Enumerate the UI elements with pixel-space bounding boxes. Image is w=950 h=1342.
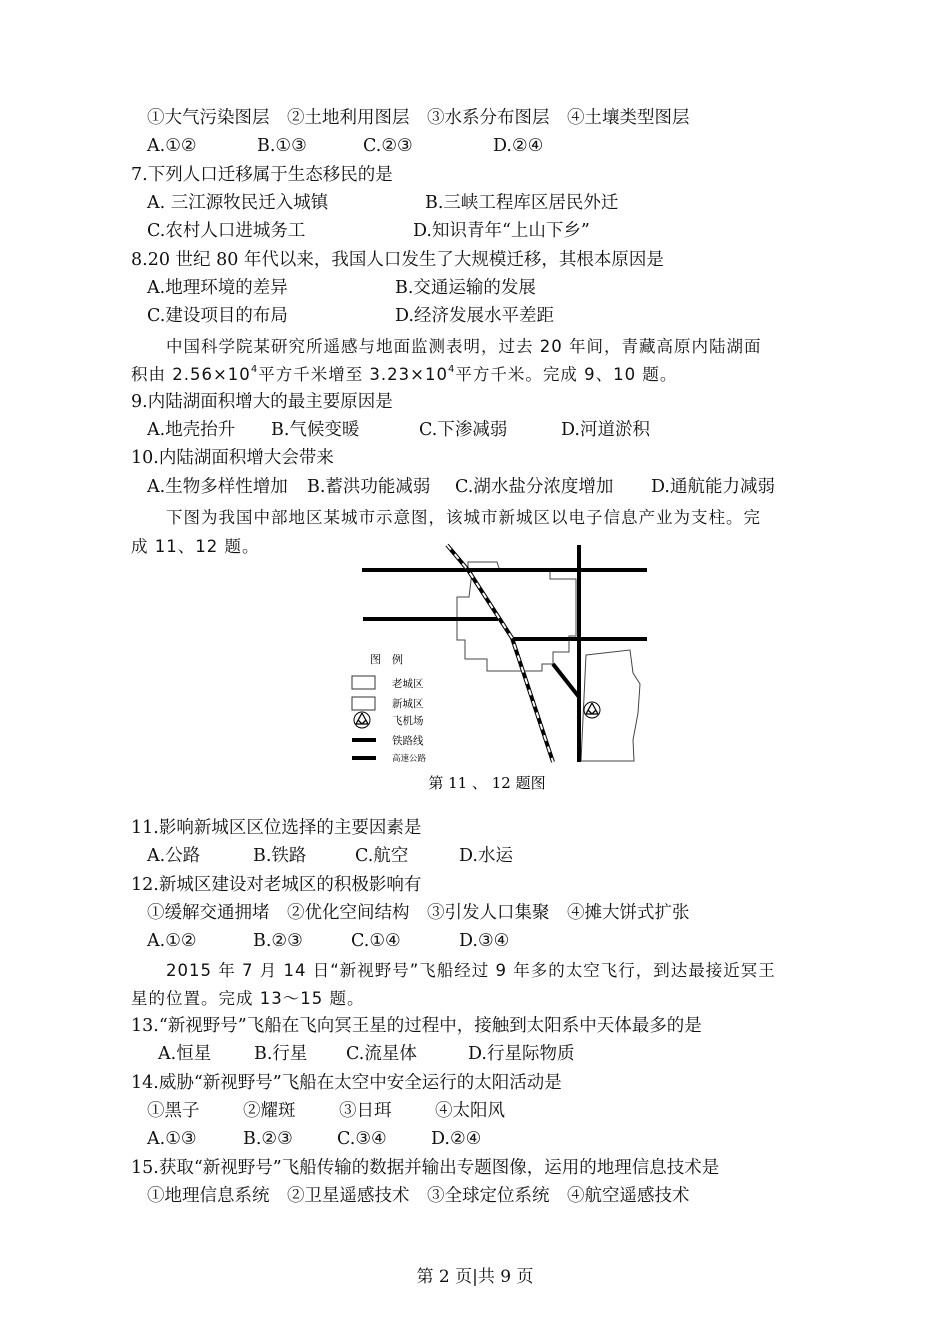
option-d: D.河道淤积	[561, 420, 650, 440]
page-footer: 第 2 页|共 9 页	[416, 1267, 534, 1287]
option-c: C.流星体	[346, 1044, 417, 1064]
option-b: B.蓄洪功能减弱	[307, 477, 431, 497]
new-city-swatch	[352, 697, 375, 710]
item-1: ①黑子	[147, 1101, 200, 1121]
option-a: A.①③	[147, 1129, 197, 1149]
q13-options	[158, 1043, 574, 1065]
option-d: D.通航能力减弱	[651, 477, 775, 497]
option-d: D.知识青年“上山下乡”	[413, 221, 590, 241]
option-b: B.②③	[243, 1129, 293, 1149]
q14-options	[147, 1128, 481, 1150]
option-c: C.湖水盐分浓度增加	[455, 477, 614, 497]
option-c: C.航空	[355, 846, 409, 866]
q12-stem: 12.新城区建设对老城区的积极影响有	[131, 875, 422, 895]
q10-options	[147, 476, 775, 498]
old-city-area	[457, 562, 576, 671]
exponent: 4	[448, 364, 456, 375]
railway	[447, 545, 553, 762]
option-d: D.水运	[459, 846, 513, 866]
q7-options-row2	[147, 220, 590, 242]
option-a: A.①②	[147, 931, 197, 951]
option-a: A.地壳抬升	[147, 420, 236, 440]
q6-items: ①大气污染图层 ②土地利用图层 ③水系分布图层 ④土壤类型图层	[147, 108, 690, 128]
q12-options	[147, 930, 509, 952]
q12-items: ①缓解交通拥堵 ②优化空间结构 ③引发人口集聚 ④摊大饼式扩张	[147, 903, 690, 923]
option-b: B.气候变暖	[271, 420, 360, 440]
option-c: C.农村人口进城务工	[147, 221, 306, 241]
airport-icon	[584, 702, 600, 718]
q14-stem: 14.威胁“新视野号”飞船在太空中安全运行的太阳活动是	[131, 1073, 562, 1093]
option-d: D.经济发展水平差距	[395, 306, 554, 326]
option-b: B.行星	[254, 1044, 308, 1064]
old-city-swatch	[352, 676, 375, 689]
option-b: B.铁路	[253, 846, 307, 866]
legend-title: 图 例	[370, 653, 403, 666]
q8-stem: 8.20 世纪 80 年代以来，我国人口发生了大规模迁移，其根本原因是	[131, 250, 664, 270]
option-a: A.地理环境的差异	[147, 278, 288, 298]
option-a: A.恒星	[158, 1044, 212, 1064]
passage-13-15-line2: 星的位置。完成 13～15 题。	[131, 989, 365, 1008]
option-a: A. 三江源牧民迁入城镇	[147, 193, 329, 213]
passage-13-15-line1: 2015 年 7 月 14 日“新视野号”飞船经过 9 年多的太空飞行，到达最接近冥王	[166, 961, 776, 980]
q7-stem: 7.下列人口迁移属于生态移民的是	[131, 165, 393, 185]
option-b: B.交通运输的发展	[395, 278, 536, 298]
q8-options-row2	[147, 305, 554, 327]
q11-options	[147, 845, 513, 867]
option-a: A.①②	[147, 136, 197, 156]
q9-stem: 9.内陆湖面积增大的最主要原因是	[131, 392, 393, 412]
option-b: B.①③	[257, 136, 307, 156]
option-a: A.生物多样性增加	[147, 477, 288, 497]
q11-stem: 11.影响新城区区位选择的主要因素是	[131, 818, 422, 838]
q10-stem: 10.内陆湖面积增大会带来	[131, 448, 334, 468]
option-c: C.建设项目的布局	[147, 306, 288, 326]
option-b: B.②③	[253, 931, 303, 951]
airport-area	[581, 650, 640, 761]
legend-airport: 飞机场	[392, 715, 424, 727]
q9-options	[147, 419, 650, 441]
passage-11-12-line2: 成 11、12 题。	[131, 537, 260, 556]
option-c: C.②③	[363, 136, 413, 156]
text: 平方千米。完成 9、10 题。	[455, 365, 678, 384]
q6-options	[147, 135, 543, 157]
option-d: D.行星际物质	[468, 1044, 575, 1064]
highways	[362, 545, 647, 762]
option-c: C.下渗减弱	[419, 420, 508, 440]
text: 平方千米增至 3.23×10	[258, 365, 448, 384]
passage-11-12-line1: 下图为我国中部地区某城市示意图，该城市新城区以电子信息产业为支柱。完	[166, 508, 761, 527]
item-4: ④太阳风	[435, 1101, 505, 1121]
legend-highway: 高速公路	[392, 754, 427, 764]
legend-new-city: 新城区	[392, 698, 424, 710]
option-c: C.①④	[351, 931, 401, 951]
map-caption: 第 11 、 12 题图	[428, 774, 546, 792]
q14-items	[147, 1100, 505, 1122]
legend-old-city: 老城区	[392, 678, 424, 690]
q13-stem: 13.“新视野号”飞船在飞向冥王星的过程中，接触到太阳系中天体最多的是	[131, 1016, 702, 1036]
item-2: ②耀斑	[243, 1101, 296, 1121]
option-b: B.三峡工程库区居民外迁	[425, 193, 619, 213]
option-d: D.②④	[431, 1129, 482, 1149]
passage-9-10-line2	[131, 364, 677, 386]
option-a: A.公路	[147, 846, 201, 866]
item-3: ③日珥	[339, 1101, 392, 1121]
option-d: D.②④	[493, 136, 544, 156]
q15-stem: 15.获取“新视野号”飞船传输的数据并输出专题图像，运用的地理信息技术是	[131, 1158, 720, 1178]
legend-railway: 铁路线	[392, 735, 424, 747]
q7-options-row1	[147, 192, 618, 214]
passage-9-10-line1: 中国科学院某研究所遥感与地面监测表明，过去 20 年间，青藏高原内陆湖面	[166, 337, 762, 356]
q8-options-row1	[147, 277, 536, 299]
text: 积由 2.56×10	[131, 365, 251, 384]
q15-items: ①地理信息系统 ②卫星遥感技术 ③全球定位系统 ④航空遥感技术	[147, 1186, 690, 1206]
option-d: D.③④	[459, 931, 510, 951]
option-c: C.③④	[337, 1129, 387, 1149]
exponent: 4	[250, 364, 259, 375]
legend-airport-icon	[354, 712, 370, 728]
